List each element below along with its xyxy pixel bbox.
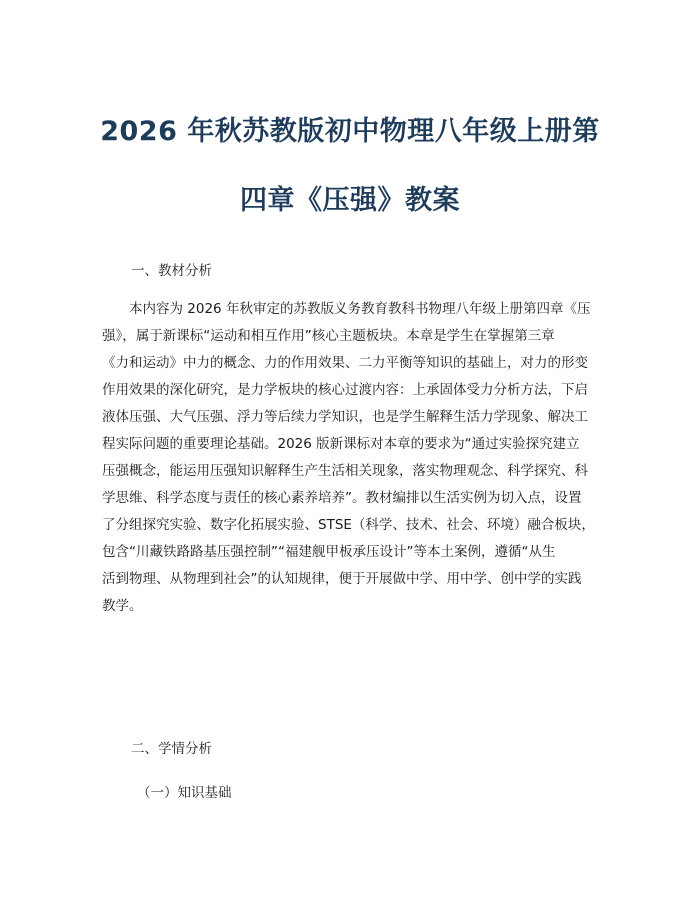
paragraph-line: 本内容为 2026 年秋审定的苏教版义务教育教科书物理八年级上册第四章《压	[129, 301, 591, 317]
section-heading-textbook-analysis: 一、教材分析	[131, 263, 212, 279]
paragraph-line: 包含“川藏铁路路基压强控制”“福建舰甲板承压设计”等本土案例，遵循“从生	[102, 544, 556, 560]
paragraph-line: 活到物理、从物理到社会”的认知规律，便于开展做中学、用中学、创中学的实践	[102, 571, 582, 587]
paragraph-line: 液体压强、大气压强、浮力等后续力学知识，也是学生解释生活力学现象、解决工	[102, 409, 588, 425]
section-heading-student-analysis: 二、学情分析	[131, 741, 212, 757]
paragraph-line: 程实际问题的重要理论基础。2026 版新课标对本章的要求为“通过实验探究建立	[102, 436, 580, 452]
paragraph-line: 作用效果的深化研究，是力学板块的核心过渡内容：上承固体受力分析方法，下启	[102, 382, 588, 398]
document-title-line-2: 四章《压强》教案	[240, 185, 460, 216]
paragraph-line: 《力和运动》中力的概念、力的作用效果、二力平衡等知识的基础上，对力的形变	[102, 355, 588, 371]
paragraph-line: 学思维、科学态度与责任的核心素养培养”。教材编排以生活实例为切入点，设置	[102, 490, 582, 506]
subsection-heading-knowledge-base: （一）知识基础	[137, 785, 232, 801]
textbook-analysis-paragraph	[102, 296, 600, 620]
paragraph-line: 了分组探究实验、数字化拓展实验、STSE（科学、技术、社会、环境）融合板块，	[102, 517, 595, 533]
paragraph-line: 压强概念，能运用压强知识解释生产生活相关现象，落实物理观念、科学探究、科	[102, 463, 588, 479]
paragraph-line: 强》，属于新课标“运动和相互作用”核心主题板块。本章是学生在掌握第三章	[102, 328, 555, 344]
document-title-line-1: 2026 年秋苏教版初中物理八年级上册第	[100, 116, 600, 147]
paragraph-line: 教学。	[102, 598, 143, 614]
